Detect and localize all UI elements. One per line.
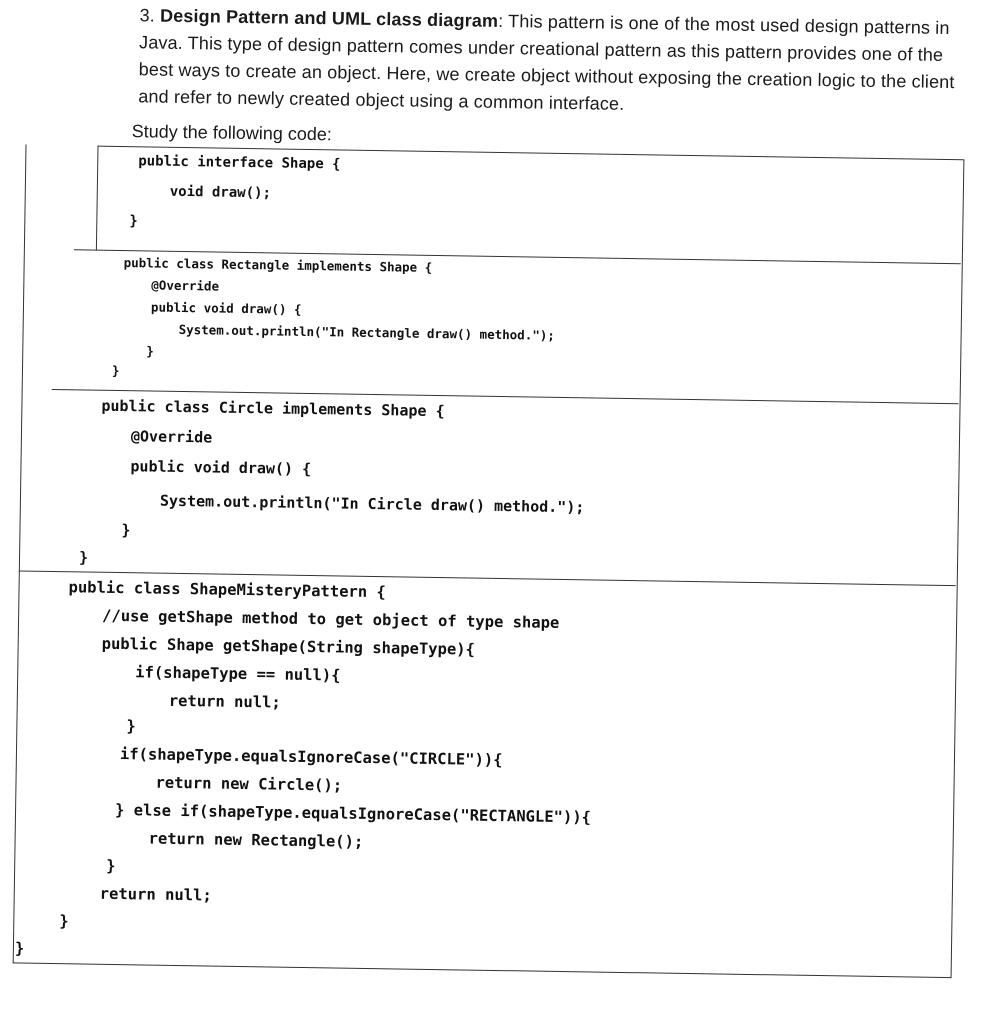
study-label: Study the following code:	[131, 121, 333, 145]
code-line: if(shapeType == null){	[135, 663, 341, 685]
code-line: public void draw() {	[130, 457, 312, 479]
question-number: 3.	[139, 5, 156, 26]
code-line: }	[78, 548, 89, 567]
code-line: } else if(shapeType.equalsIgnoreCase("RECTANGLE")){	[114, 800, 592, 827]
code-line: public class Circle implements Shape {	[101, 396, 445, 421]
code-line: return new Circle();	[155, 773, 343, 795]
code-line: if(shapeType.equalsIgnoreCase("CIRCLE")){	[119, 745, 503, 770]
code-line: }	[126, 717, 136, 736]
code-block-circle-class	[49, 389, 959, 586]
code-line: public Shape getShape(String shapeType){	[101, 634, 476, 659]
code-line: public class Rectangle implements Shape {	[123, 255, 433, 275]
code-line: }	[59, 912, 69, 931]
code-line: void draw();	[169, 183, 272, 202]
question-paragraph	[138, 2, 960, 123]
code-block-rectangle-class	[72, 249, 961, 404]
code-line: }	[14, 939, 25, 958]
code-line: }	[129, 213, 138, 230]
code-block-shape-interface	[96, 146, 964, 265]
code-line: }	[106, 856, 116, 876]
code-line: }	[111, 362, 120, 379]
code-line: //use getShape method to get object of type shape	[101, 606, 560, 632]
code-line: System.out.println("In Circle draw() method.");	[159, 491, 585, 517]
code-line: System.out.println("In Rectangle draw() method.");	[178, 321, 556, 343]
code-line: public void draw() {	[150, 299, 302, 317]
code-line: }	[146, 343, 154, 359]
code-line: public interface Shape {	[138, 153, 341, 173]
code-line: return null;	[99, 884, 212, 905]
code-line: public class ShapeMisteryPattern {	[68, 578, 386, 602]
code-line: }	[121, 521, 131, 540]
question-text: : This pattern is one of the most used design patterns in Java. This type of design pattern comes under creational pattern as this pattern provides one of the best ways to create an object. Here, we create object without exposing the creation logic to the client and refer to newly created object using a common interface.	[138, 10, 955, 114]
question-title: Design Pattern and UML class diagram	[159, 5, 499, 31]
code-line: return new Rectangle();	[148, 829, 364, 851]
code-line: @Override	[151, 277, 220, 294]
code-line: return null;	[168, 691, 281, 712]
code-block-mystery-class	[13, 570, 956, 978]
code-line: @Override	[130, 427, 213, 447]
